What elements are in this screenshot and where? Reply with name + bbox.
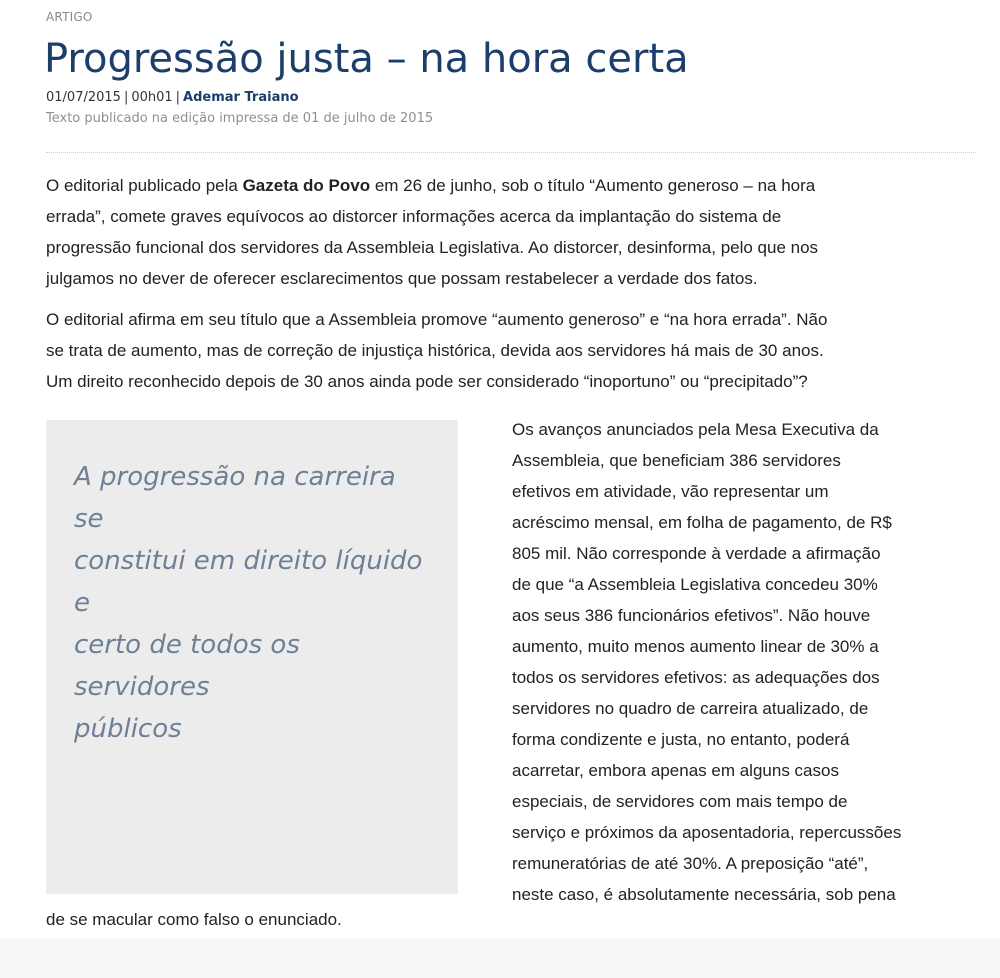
paragraph-text: Um direito reconhecido depois de 30 anos ainda pode ser considerado “inoportuno” ou “precipitado”? [46, 372, 808, 391]
paragraph-text: Assembleia, que beneficiam 386 servidores [512, 451, 841, 470]
page-bottom-band [0, 938, 1000, 978]
paragraph [46, 170, 976, 294]
paragraph-text: O editorial publicado pela [46, 176, 243, 195]
paragraph-text: forma condizente e justa, no entanto, poderá [512, 730, 850, 749]
paragraph-text: progressão funcional dos servidores da Assembleia Legislativa. Ao distorcer, desinforma, pelo que nos [46, 238, 819, 257]
paragraph-text: servidores no quadro de carreira atualizado, de [512, 699, 869, 718]
pull-quote-line: certo de todos os servidores [74, 630, 300, 702]
paragraph-text: em 26 de junho, sob o título “Aumento generoso – na hora [370, 176, 816, 195]
newspaper-name: Gazeta do Povo [242, 176, 371, 195]
paragraph-text: serviço e próximos da aposentadoria, repercussões [512, 823, 902, 842]
paragraph-tail: de se macular como falso o enunciado. [46, 910, 342, 929]
paragraph [46, 304, 976, 397]
paragraph-text: O editorial afirma em seu título que a Assembleia promove “aumento generoso” e “na hora errada”. Não [46, 310, 828, 329]
paragraph-text: se trata de aumento, mas de correção de injustiça histórica, devida aos servidores há mais de 30 anos. [46, 341, 824, 360]
print-edition-note: Texto publicado na edição impressa de 01 de julho de 2015 [46, 111, 434, 126]
paragraph-text: especiais, de servidores com mais tempo de [512, 792, 848, 811]
section-label[interactable]: ARTIGO [46, 10, 93, 24]
paragraph-text: julgamos no dever de oferecer esclarecimentos que possam restabelecer a verdade dos fatos. [46, 269, 758, 288]
paragraph-text: 805 mil. Não corresponde à verdade a afirmação [512, 544, 881, 563]
paragraph-text: neste caso, é absolutamente necessária, sob pena [512, 885, 896, 904]
author-link[interactable]: Ademar Traiano [183, 90, 299, 105]
pull-quote-text [74, 456, 432, 750]
paragraph-text: efetivos em atividade, vão representar um [512, 482, 829, 501]
publish-time: 00h01 [131, 90, 173, 105]
paragraph-text: acarretar, embora apenas em alguns casos [512, 761, 839, 780]
paragraph-text: todos os servidores efetivos: as adequações dos [512, 668, 880, 687]
paragraph-text: acréscimo mensal, em folha de pagamento, de R$ [512, 513, 892, 532]
pull-quote-line: A progressão na carreira se [74, 462, 396, 534]
pull-quote-line: constitui em direito líquido e [74, 546, 423, 618]
pull-quote-line: públicos [74, 714, 182, 744]
article-body [46, 170, 976, 929]
article-meta [46, 90, 299, 105]
publish-date: 01/07/2015 [46, 90, 121, 105]
paragraph-text: aos seus 386 funcionários efetivos”. Não houve [512, 606, 871, 625]
header-divider [46, 152, 976, 153]
pull-quote [46, 420, 458, 894]
meta-separator: | [175, 90, 181, 105]
meta-separator: | [123, 90, 129, 105]
paragraph-text: de que “a Assembleia Legislativa concedeu 30% [512, 575, 878, 594]
paragraph-text: Os avanços anunciados pela Mesa Executiva da [512, 420, 879, 439]
paragraph [512, 414, 976, 910]
paragraph-text: remuneratórias de até 30%. A preposição “até”, [512, 854, 869, 873]
paragraph-text: errada”, comete graves equívocos ao distorcer informações acerca da implantação do sistema de [46, 207, 782, 226]
paragraph-text: aumento, muito menos aumento linear de 30% a [512, 637, 879, 656]
article-title: Progressão justa – na hora certa [44, 36, 689, 82]
